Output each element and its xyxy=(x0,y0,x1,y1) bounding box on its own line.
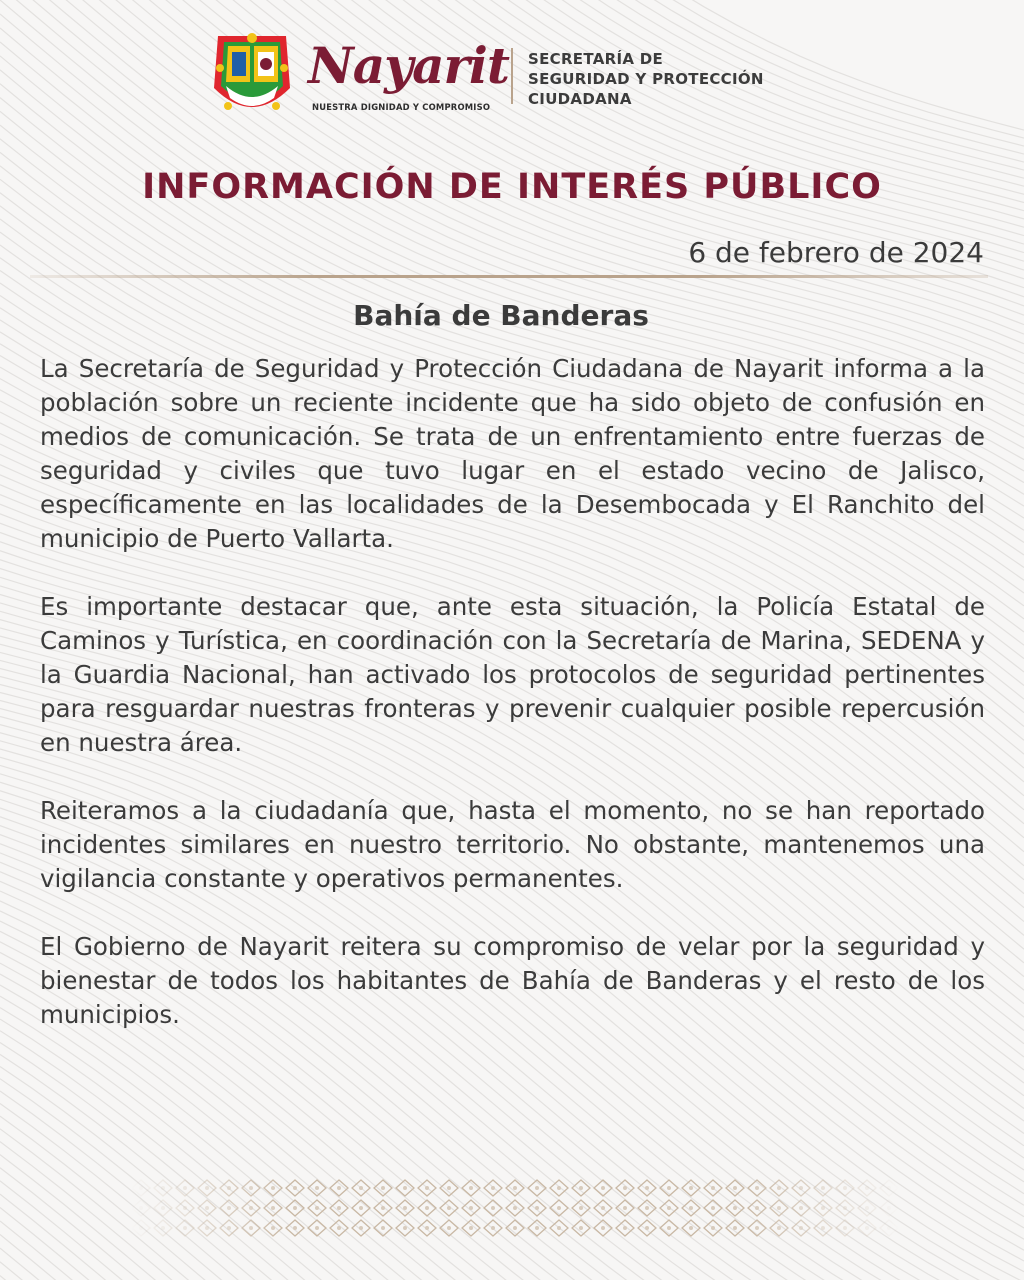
brand-motto: NUESTRA DIGNIDAD Y COMPROMISO xyxy=(312,102,491,112)
brand-name: Nayarit xyxy=(308,36,509,95)
agency-line: SEGURIDAD Y PROTECCIÓN xyxy=(528,70,764,88)
body-paragraph: El Gobierno de Nayarit reitera su compromiso de velar por la seguridad y bienestar de todos los habitantes de Bahía de Banderas y el resto de los municipios. xyxy=(40,932,985,1029)
title-divider xyxy=(30,275,988,278)
agency-name xyxy=(528,49,764,109)
brand-logo xyxy=(308,36,508,120)
body-paragraph: La Secretaría de Seguridad y Protección Ciudadana de Nayarit informa a la población sobre un reciente incidente que ha sido objeto de confusión en medios de comunicación. Se trata de un enfrentamiento entre fuerzas de seguridad y civiles que tuvo lugar en el estado vecino de Jalisco, específicamente en las localidades de la Desembocada y El Ranchito del municipio de Puerto Vallarta. xyxy=(40,354,985,553)
location-heading: Bahía de Banderas xyxy=(353,299,649,332)
announcement-body xyxy=(40,352,985,1066)
header-divider xyxy=(511,48,513,104)
body-paragraph: Es importante destacar que, ante esta situación, la Policía Estatal de Caminos y Turística, en coordinación con la Secretaría de Marina, SEDENA y la Guardia Nacional, han activado los protocolos de seguridad pertinentes para resguardar nuestras fronteras y prevenir cualquier posible repercusión en nuestra área. xyxy=(40,592,985,757)
nayarit-coat-of-arms-icon xyxy=(208,28,296,122)
body-paragraph: Reiteramos a la ciudadanía que, hasta el momento, no se han reportado incidentes similares en nuestro territorio. No obstante, mantenemos una vigilancia constante y operativos permanentes. xyxy=(40,796,985,893)
publication-date: 6 de febrero de 2024 xyxy=(688,236,984,269)
header xyxy=(208,28,808,124)
agency-line: CIUDADANA xyxy=(528,90,632,108)
agency-line: SECRETARÍA DE xyxy=(528,50,664,68)
footer-ornament-pattern xyxy=(130,1178,900,1238)
page-title: INFORMACIÓN DE INTERÉS PÚBLICO xyxy=(142,167,882,207)
